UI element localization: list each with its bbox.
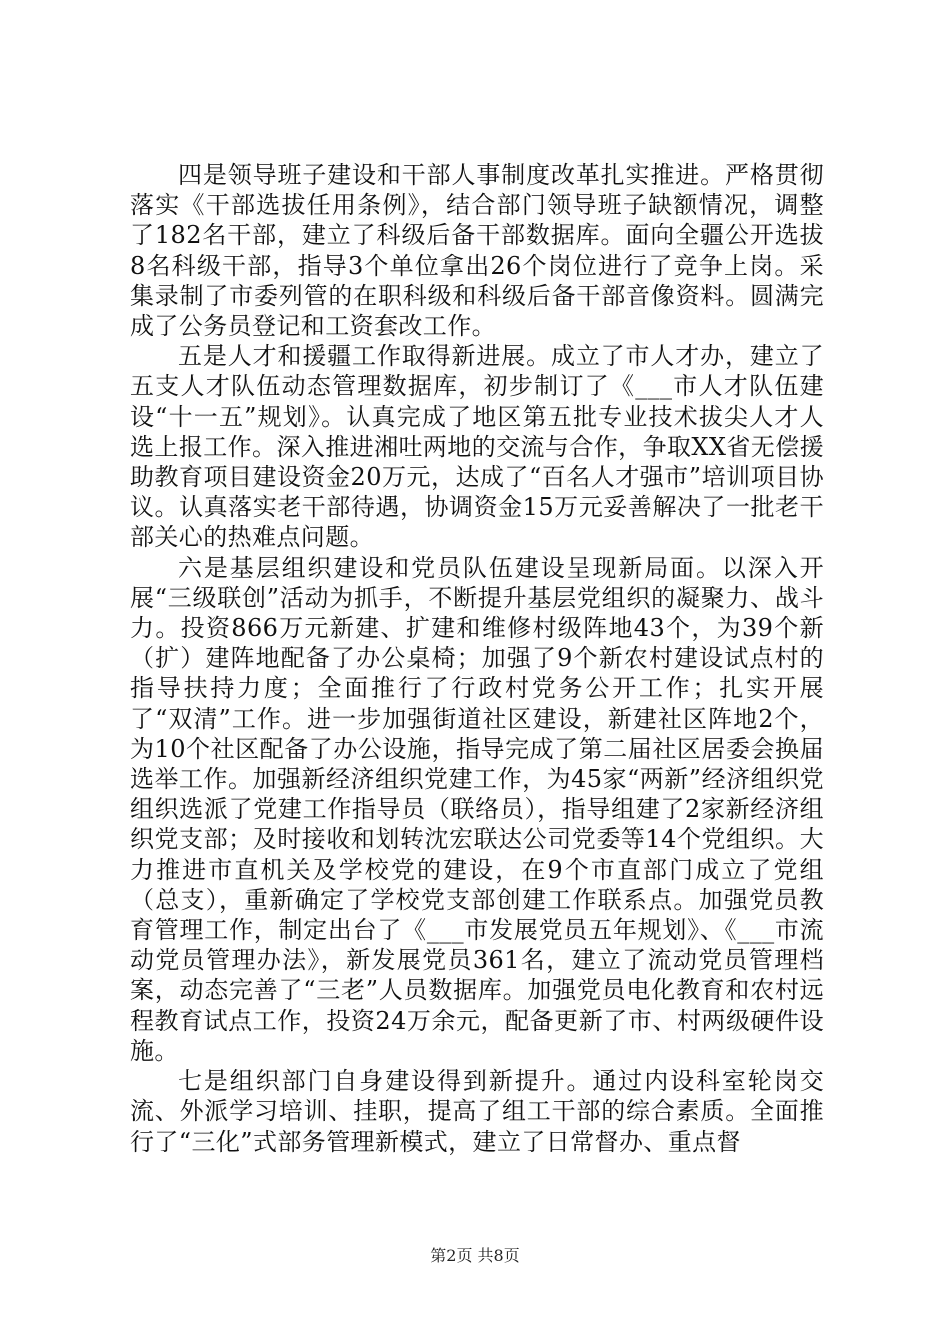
page-footer: 第2页 共8页 bbox=[430, 1246, 520, 1265]
paragraph-leadership: 四是领导班子建设和干部人事制度改革扎实推进。严格贯彻落实《干部选拔任用条例》，结合部门领导班子缺额情况，调整了182名干部，建立了科级后备干部数据库。面向全疆公开选拔8名科级干部，指导3个单位拿出26个岗位进行了竞争上岗。采集录制了市委列管的在职科级和科级后备干部音像资料。圆满完成了公务员登记和工资套改工作。 bbox=[130, 161, 824, 341]
paragraph-talent: 五是人才和援疆工作取得新进展。成立了市人才办，建立了五支人才队伍动态管理数据库，初步制订了《___市人才队伍建设“十一五”规划》。认真完成了地区第五批专业技术拔尖人才人选上报工作。深入推进湘吐两地的交流与合作，争取XX省无偿援助教育项目建设资金20万元，达成了“百名人才强市”培训项目协议。认真落实老干部待遇，协调资金15万元妥善解决了一批老干部关心的热难点问题。 bbox=[130, 342, 824, 552]
paragraph-grassroots: 六是基层组织建设和党员队伍建设呈现新局面。以深入开展“三级联创”活动为抓手，不断提升基层党组织的凝聚力、战斗力。投资866万元新建、扩建和维修村级阵地43个，为39个新（扩）建阵地配备了办公桌椅；加强了9个新农村建设试点村的指导扶持力度；全面推行了行政村党务公开工作；扎实开展了“双清”工作。进一步加强街道社区建设，新建社区阵地2个，为10个社区配备了办公设施，指导完成了第二届社区居委会换届选举工作。加强新经济组织党建工作，为45家“两新”经济组织党组织选派了党建工作指导员（联络员），指导组建了2家新经济组织党支部；及时接收和划转沈宏联达公司党委等14个党组织。大力推进市直机关及学校党的建设，在9个市直部门成立了党组（总支），重新确定了学校党支部创建工作联系点。加强党员教育管理工作，制定出台了《___市发展党员五年规划》、《___市流动党员管理办法》，新发展党员361名，建立了流动党员管理档案，动态完善了“三老”人员数据库。加强党员电化教育和农村远程教育试点工作，投资24万余元，配备更新了市、村两级硬件设施。 bbox=[130, 553, 824, 1065]
paragraph-self-building: 七是组织部门自身建设得到新提升。通过内设科室轮岗交流、外派学习培训、挂职，提高了组工干部的综合素质。全面推行了“三化”式部务管理新模式，建立了日常督办、重点督 bbox=[130, 1067, 824, 1156]
document-body bbox=[130, 160, 824, 1157]
